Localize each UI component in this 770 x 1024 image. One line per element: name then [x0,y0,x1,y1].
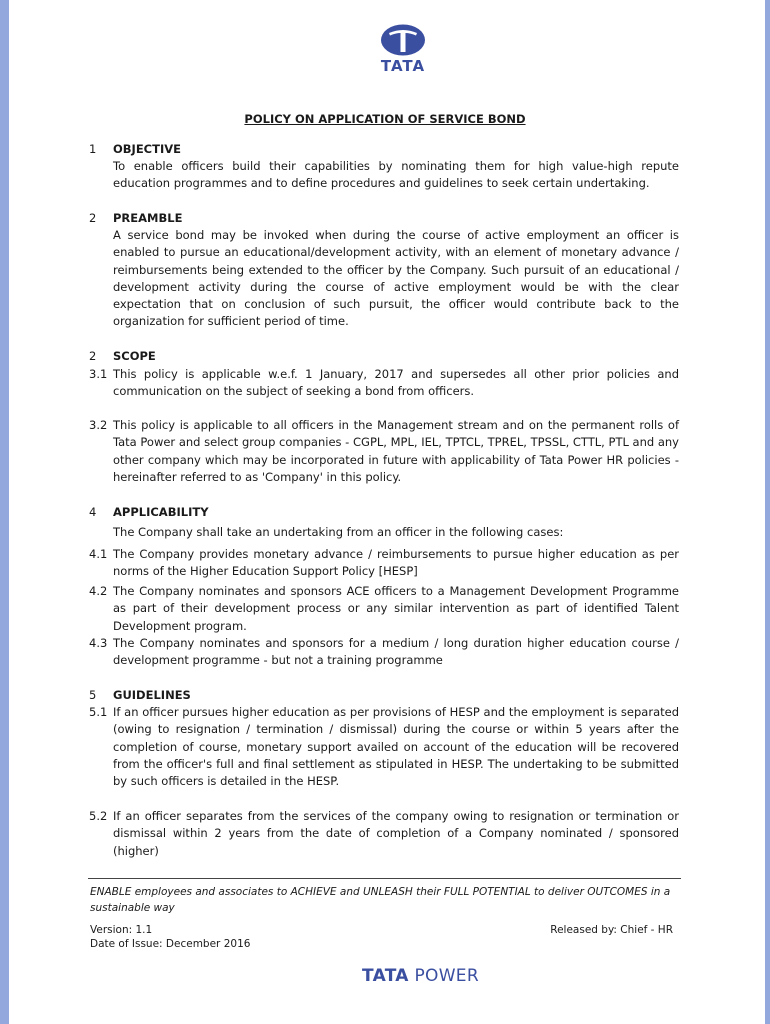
clause-number: 4.1 [89,547,108,561]
brand-bold: TATA [362,966,409,986]
preamble-text: A service bond may be invoked when during the course of active employment an officer is enabled to pursue an educational/development activity, with an element of monetary advance / reimbursements being extended to the officer by the Company. Such pursuit of an educational / development activity during the course of active employment would be with the clear expectation that on conclusion of such pursuit, the officer would contribute back to the organization for sufficient period of time. [113,228,679,329]
released-by: Released by: Chief - HR [550,924,673,936]
objective-text: To enable officers build their capabilities by nominating them for high value-high repute education programmes and to define procedures and guidelines to seek certain undertaking. [113,159,679,191]
clause-number: 5.2 [89,809,108,823]
brand-light: POWER [414,966,479,986]
date-of-issue: Date of Issue: December 2016 [90,938,251,950]
footer-divider [88,878,681,879]
tata-logo [370,24,436,80]
clause-text: The Company nominates and sponsors for a medium / long duration higher education course / development programme - but not a training programme [113,636,679,668]
clause-number: 3.1 [89,367,108,381]
clause-number: 4.2 [89,584,108,598]
section-number: 2 [89,211,97,225]
tata-wordmark: TATA [380,57,426,75]
applicability-intro: The Company shall take an undertaking from an officer in the following cases: [113,525,564,539]
page-left-edge [0,0,9,1024]
tata-logo-icon [380,24,426,56]
clause-text: If an officer separates from the services of the company owing to resignation or termination or dismissal within 2 years from the date of completion of a Company nominated / sponsored (higher) [113,809,679,858]
clause-text: The Company nominates and sponsors ACE officers to a Management Development Programme as part of their development process or any similar intervention as part of identified Talent Development program. [113,584,679,633]
version-label: Version: 1.1 [90,924,153,936]
section-number: 5 [89,688,97,702]
clause-text: This policy is applicable w.e.f. 1 January, 2017 and supersedes all other prior policies and communication on the subject of seeking a bond from officers. [113,367,679,399]
clause-number: 4.3 [89,636,108,650]
clause-number: 3.2 [89,418,108,432]
clause-number: 5.1 [89,705,108,719]
section-number: 1 [89,142,97,156]
clause-text: This policy is applicable to all officers in the Management stream and on the permanent rolls of Tata Power and select group companies - CGPL, MPL, IEL, TPTCL, TPREL, TPSSL, CTTL, PTL and any other company which may be incorporated in future with applicability of Tata Power HR policies - hereinafter referred to as 'Company' in this policy. [113,418,679,484]
page-right-edge [765,0,770,1024]
page-title: POLICY ON APPLICATION OF SERVICE BOND [244,112,526,126]
section-heading-applicability: APPLICABILITY [113,505,209,519]
section-heading-scope: SCOPE [113,349,156,363]
section-number: 4 [89,505,97,519]
tata-power-logo [362,966,479,986]
section-heading-guidelines: GUIDELINES [113,688,191,702]
section-heading-objective: OBJECTIVE [113,142,181,156]
clause-text: If an officer pursues higher education as per provisions of HESP and the employment is separated (owing to resignation / termination / dismissal) during the course or within 5 years after the completion of course, monetary support availed on account of the education will be recovered from the officer's full and final settlement as stipulated in HESP. The undertaking to be submitted by such officers is detailed in the HESP. [113,705,679,789]
footer-tagline: ENABLE employees and associates to ACHIEVE and UNLEASH their FULL POTENTIAL to deliver OUTCOMES in a sustainable way [90,886,671,914]
clause-text: The Company provides monetary advance / reimbursements to pursue higher education as per norms of the Higher Education Support Policy [HESP] [113,547,679,579]
section-number: 2 [89,349,97,363]
section-heading-preamble: PREAMBLE [113,211,183,225]
